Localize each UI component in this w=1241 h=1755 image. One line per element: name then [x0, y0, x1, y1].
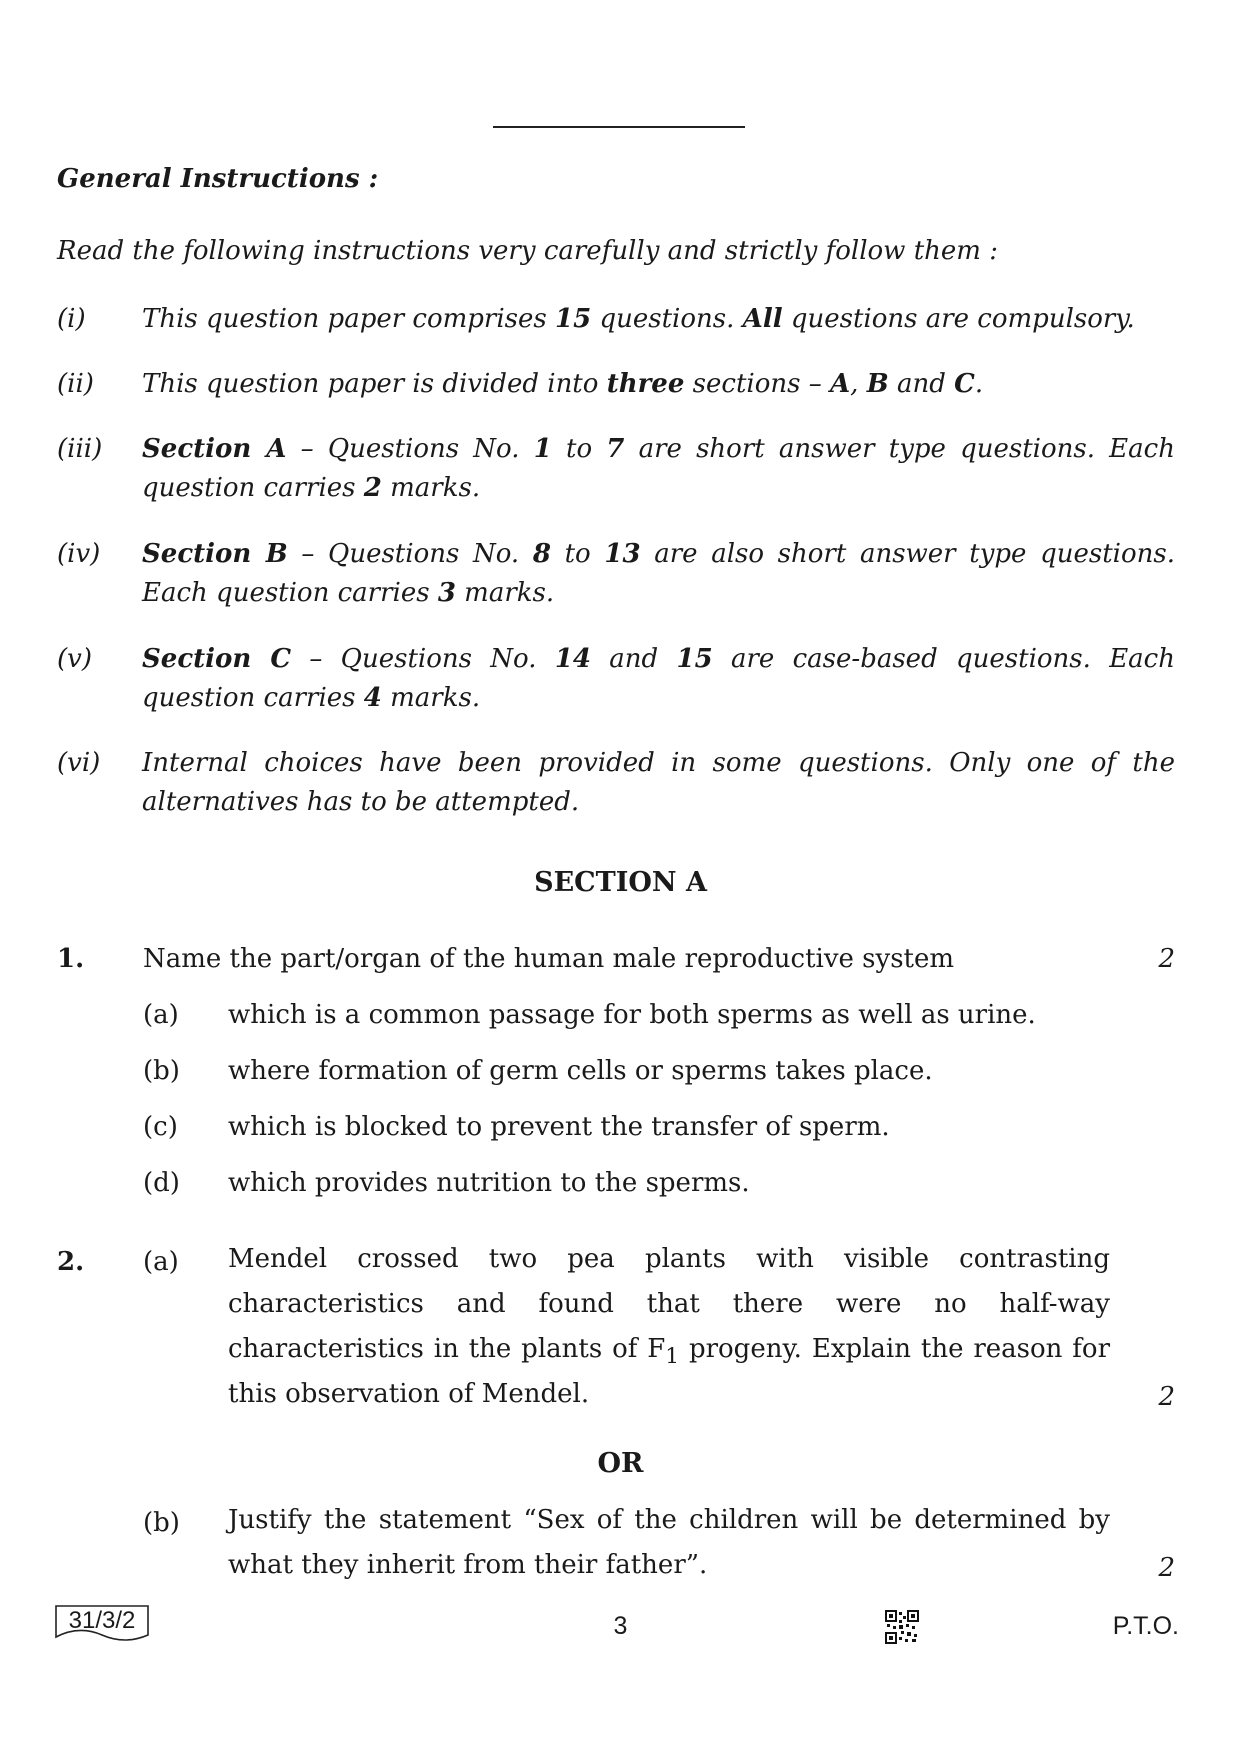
instruction-text: Section B – Questions No. 8 to 13 are also short answer type questions. Each question carries 3 marks. [142, 539, 1175, 608]
q2-part-a-text [228, 1237, 1110, 1417]
please-turn-over: P.T.O. [1112, 1612, 1179, 1640]
instruction-text: Internal choices have been provided in some questions. Only one of the alternatives has to be attempted. [142, 748, 1175, 817]
question-1-text: Name the part/organ of the human male reproductive system [143, 944, 955, 974]
q2-a-line: characteristics and found that there were no half-way [228, 1289, 1110, 1319]
general-instructions-intro: Read the following instructions very carefully and strictly follow them : [57, 236, 998, 266]
q2-part-b-marks: 2 [1158, 1553, 1175, 1583]
q1-part-label: (a) [143, 1000, 179, 1030]
page-number: 3 [613, 1612, 628, 1640]
q2-b-line: Justify the statement “Sex of the children will be determined by [228, 1505, 1110, 1535]
q2-part-a-label: (a) [143, 1247, 179, 1277]
instruction-number: (iv) [57, 539, 101, 569]
q1-part-label: (b) [143, 1056, 180, 1086]
general-instructions-heading: General Instructions : [57, 164, 379, 194]
q1-part-text: which provides nutrition to the sperms. [228, 1168, 750, 1198]
or-divider-text: OR [597, 1448, 644, 1479]
qr-code-icon [885, 1610, 919, 1644]
q2-part-a-marks: 2 [1158, 1382, 1175, 1412]
q1-part-text: which is a common passage for both sperms as well as urine. [228, 1000, 1036, 1030]
instruction-number: (i) [57, 304, 86, 334]
instruction-number: (v) [57, 644, 92, 674]
q2-b-line: what they inherit from their father”. [228, 1550, 708, 1580]
instruction-number: (vi) [57, 748, 101, 778]
q1-part-label: (c) [143, 1112, 178, 1142]
question-1-number: 1. [57, 944, 85, 974]
q2-part-b-text [228, 1498, 1110, 1588]
question-2-number: 2. [57, 1247, 85, 1277]
section-a-title: SECTION A [534, 867, 707, 898]
q2-a-line: this observation of Mendel. [228, 1379, 590, 1409]
q2-a-line: characteristics in the plants of $F_1$ progeny. Explain the reason for [228, 1334, 1110, 1370]
q2-a-line: Mendel crossed two pea plants with visible contrasting [228, 1244, 1110, 1274]
q1-part-text: where formation of germ cells or sperms takes place. [228, 1056, 933, 1086]
instruction-text: This question paper comprises 15 questions. All questions are compulsory. [142, 304, 1135, 334]
instruction-number: (iii) [57, 434, 103, 464]
instruction-text: This question paper is divided into three sections – A, B and C. [142, 369, 984, 399]
paper-code: 31/3/2 [68, 1607, 136, 1634]
top-divider [493, 126, 745, 128]
q1-part-label: (d) [143, 1168, 180, 1198]
q1-part-text: which is blocked to prevent the transfer of sperm. [228, 1112, 890, 1142]
instruction-text: Section C – Questions No. 14 and 15 are case-based questions. Each question carries 4 marks. [142, 644, 1175, 713]
instruction-text: Section A – Questions No. 1 to 7 are short answer type questions. Each question carries 2 marks. [142, 434, 1175, 503]
q2-part-b-label: (b) [143, 1508, 180, 1538]
instruction-number: (ii) [57, 369, 94, 399]
question-1-marks: 2 [1158, 944, 1175, 974]
